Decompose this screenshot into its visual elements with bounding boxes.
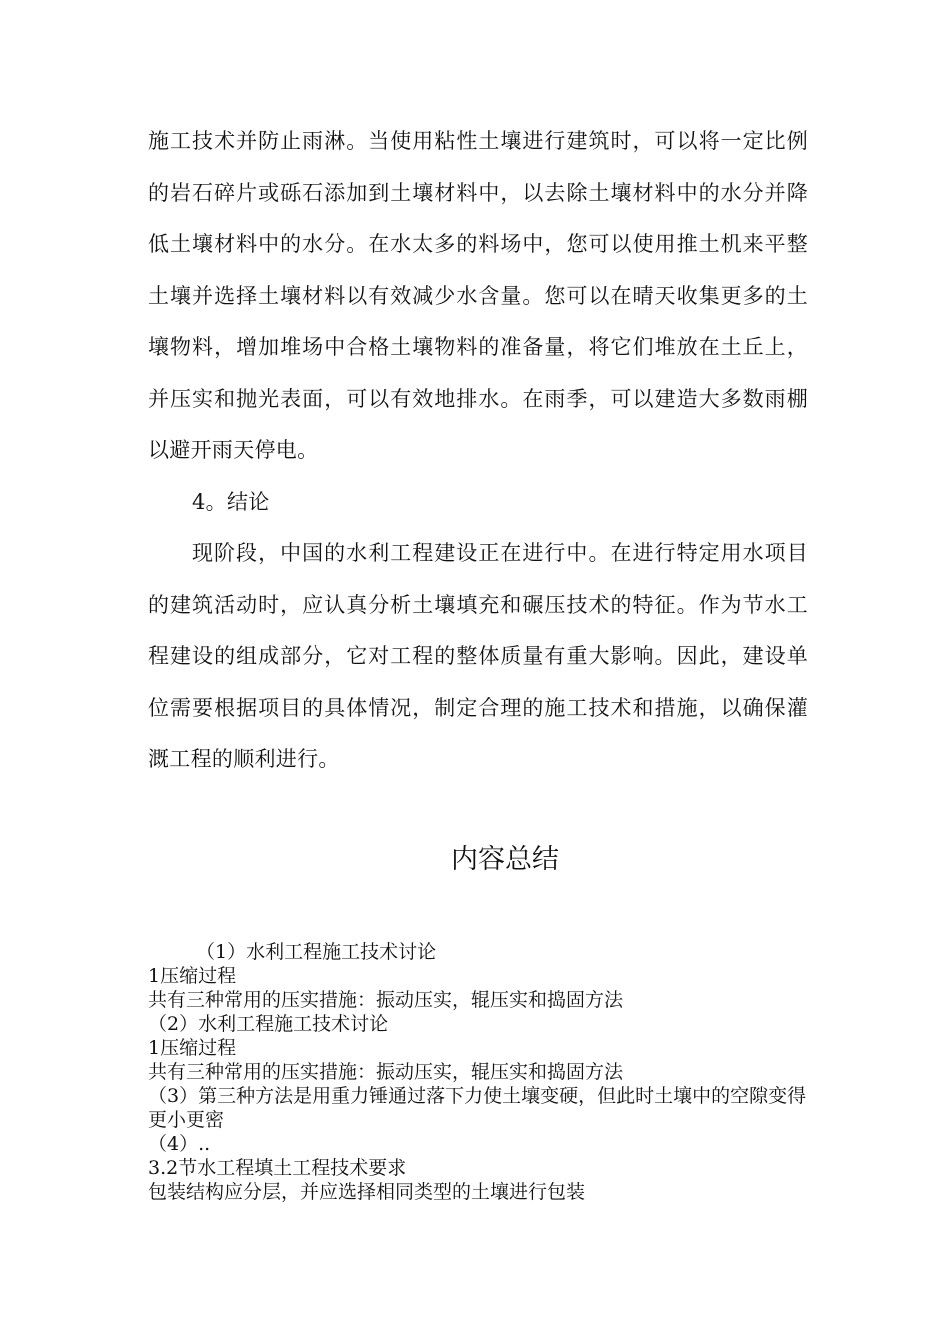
summary-line: 共有三种常用的压实措施：振动压实，辊压实和捣固方法 bbox=[148, 989, 624, 1011]
summary-line: 1压缩过程 bbox=[148, 1037, 237, 1059]
summary-line: （4）.. bbox=[148, 1133, 211, 1155]
summary-title: 内容总结 bbox=[451, 844, 559, 875]
summary-line: 包装结构应分层，并应选择相同类型的土壤进行包装 bbox=[148, 1181, 586, 1203]
summary-list bbox=[148, 940, 808, 1204]
summary-line: （3）第三种方法是用重力锤通过落下力使土壤变硬，但此时土壤中的空隙变得更小更密 bbox=[148, 1085, 807, 1131]
body-paragraph-2: 现阶段，中国的水利工程建设正在进行中。在进行特定用水项目的建筑活动时，应认真分析土壤填充和碾压技术的特征。作为节水工程建设的组成部分，它对工程的整体质量有重大影响。因此，建设单位需要根据项目的具体情况，制定合理的施工技术和措施，以确保灌溉工程的顺利进行。 bbox=[148, 541, 808, 771]
summary-line: （1）水利工程施工技术讨论 bbox=[196, 941, 437, 963]
summary-line: 3.2节水工程填土工程技术要求 bbox=[148, 1157, 407, 1179]
body-text bbox=[148, 116, 808, 786]
summary-line: （2）水利工程施工技术讨论 bbox=[148, 1013, 389, 1035]
conclusion-heading: 4。结论 bbox=[192, 489, 270, 514]
summary-line: 1压缩过程 bbox=[148, 965, 237, 987]
summary-line: 共有三种常用的压实措施：振动压实，辊压实和捣固方法 bbox=[148, 1061, 624, 1083]
body-paragraph-1: 施工技术并防止雨淋。当使用粘性土壤进行建筑时，可以将一定比例的岩石碎片或砾石添加到土壤材料中，以去除土壤材料中的水分并降低土壤材料中的水分。在水太多的料场中，您可以使用推土机来平整土壤并选择土壤材料以有效减少水含量。您可以在晴天收集更多的土壤物料，增加堆场中合格土壤物料的准备量，将它们堆放在土丘上，并压实和抛光表面，可以有效地排水。在雨季，可以建造大多数雨棚以避开雨天停电。 bbox=[148, 129, 808, 462]
